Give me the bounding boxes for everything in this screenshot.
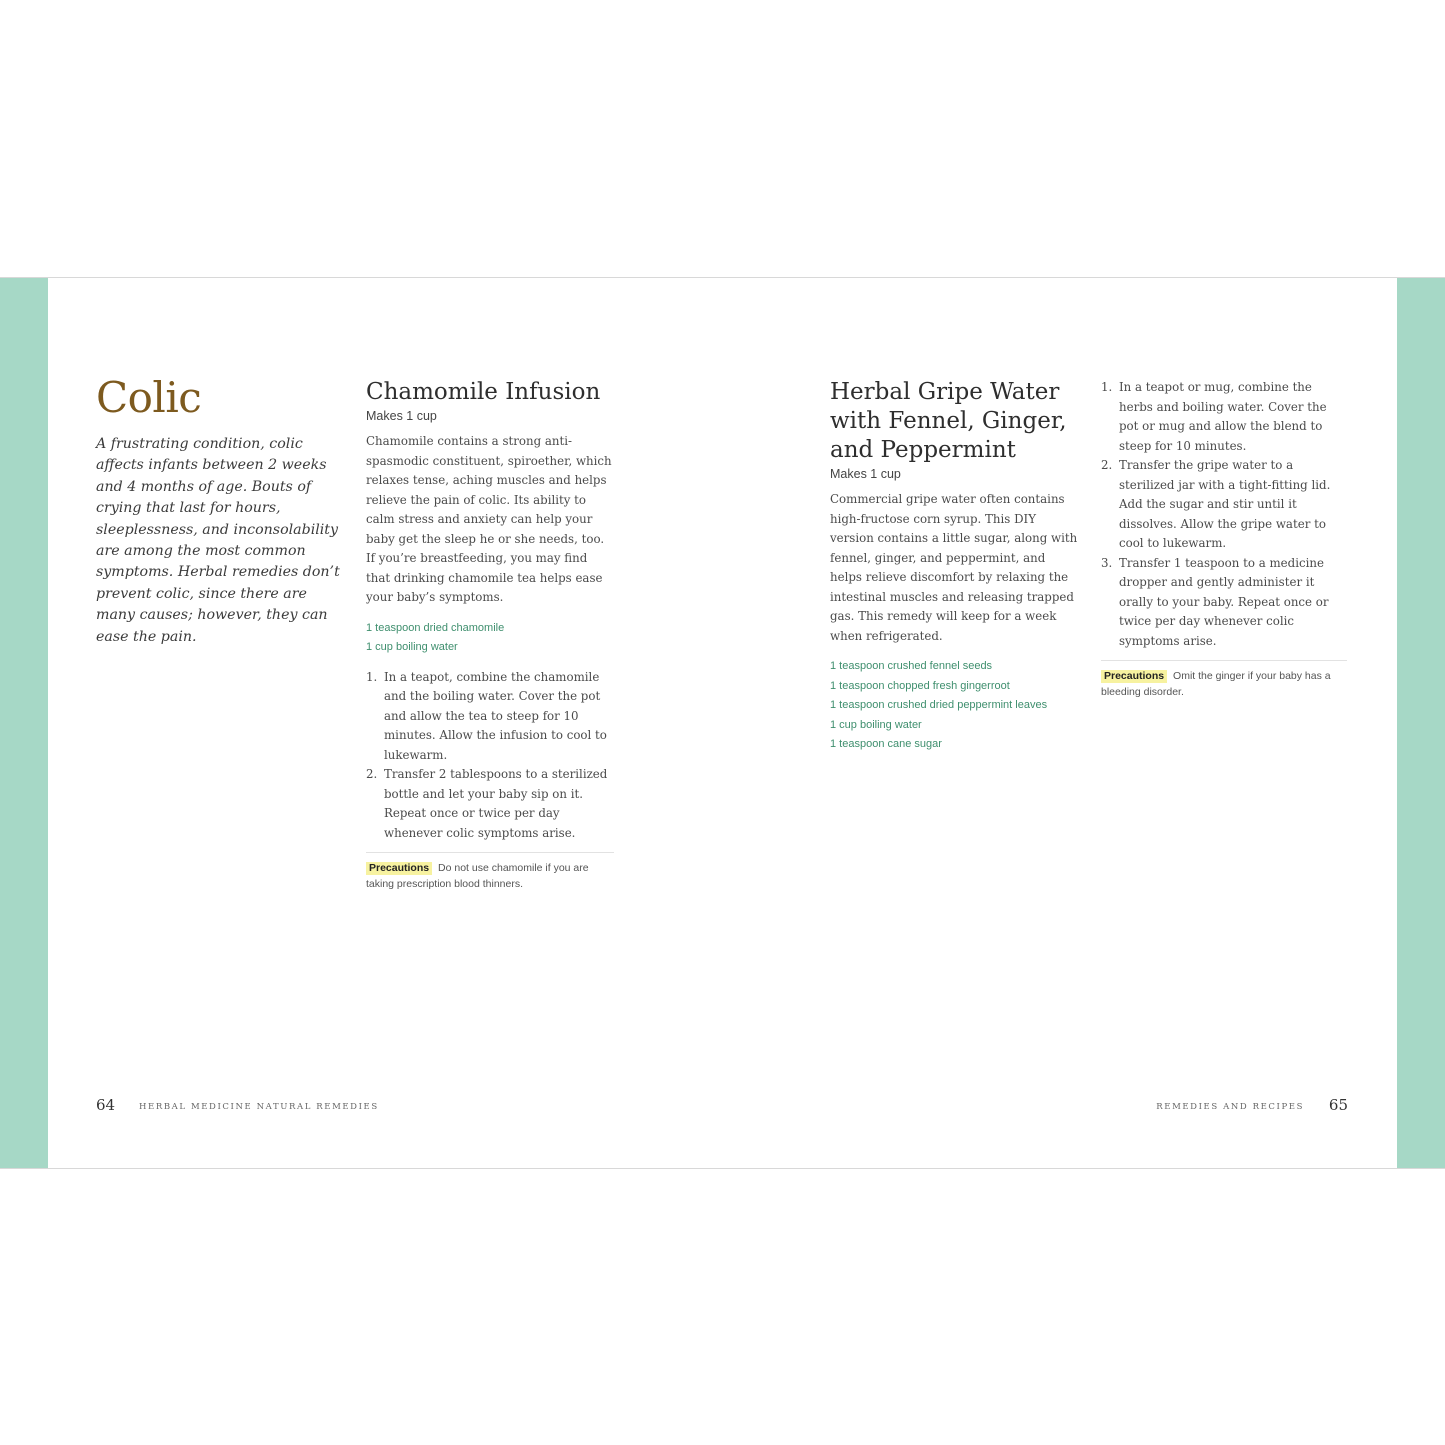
ingredient-item: 1 teaspoon cane sugar: [830, 738, 942, 750]
recipe-description: Commercial gripe water often contains high-fructose corn syrup. This DIY version contains a little sugar, along with fennel, ginger, and peppermint, and helps relieve discomfort by relaxing the intestinal muscles and releasing trapped gas. This remedy will keep for a week when refrigerated.: [830, 492, 1078, 643]
ingredient-item: 1 teaspoon crushed fennel seeds: [830, 660, 993, 672]
step-text: In a teapot, combine the chamomile and the boiling water. Cover the pot and allow the tea to steep for 10 minutes. Allow the infusion to cool to lukewarm.: [384, 669, 607, 762]
ingredient-list: [830, 657, 1080, 755]
ingredient-item: 1 teaspoon chopped fresh gingerroot: [830, 679, 1010, 692]
recipe-title: Herbal Gripe Water with Fennel, Ginger, and Peppermint: [830, 379, 1067, 463]
precaution-text: Do not use chamomile if you are taking prescription blood thinners.: [366, 862, 589, 890]
page-number-right: 65: [1328, 1096, 1348, 1114]
recipe-yield: Makes 1 cup: [366, 409, 437, 423]
step-list: [366, 668, 614, 844]
ingredient-list: [366, 619, 614, 658]
step-text: Transfer 1 teaspoon to a medicine dropper and gently administer it orally to your baby. Repeat once or twice per day whenever colic symptoms arise.: [1119, 555, 1329, 648]
book-spread: [0, 277, 1445, 1169]
recipe-chamomile: [366, 378, 614, 892]
precaution-text: Omit the ginger if your baby has a bleeding disorder.: [1101, 670, 1331, 698]
precaution-note: [366, 852, 614, 892]
left-color-band: [0, 278, 48, 1168]
ingredient-item: 1 cup boiling water: [830, 718, 922, 731]
step-number: 1.: [1101, 380, 1113, 394]
chapter-title: Colic: [96, 373, 202, 422]
step-item: [1101, 554, 1347, 652]
step-item: [366, 668, 614, 766]
step-item: [366, 765, 614, 843]
recipe-yield: Makes 1 cup: [830, 467, 901, 481]
chapter-intro: A frustrating condition, colic affects infants between 2 weeks and 4 months of age. Bouts of crying that last for hours, sleeplessness, and inconsolability are among the most common symptoms. Herbal remedies don’t prevent colic, since there are many causes; however, they can ease the pain.: [96, 436, 340, 645]
running-head-right: REMEDIES AND RECIPES: [1156, 1102, 1304, 1112]
recipe-gripe-water: [830, 378, 1080, 765]
step-number: 2.: [366, 767, 378, 781]
step-number: 3.: [1101, 555, 1113, 570]
step-text: Transfer the gripe water to a sterilized jar with a tight-fitting lid. Add the sugar and stir until it dissolves. Allow the gripe water to cool to lukewarm.: [1119, 458, 1331, 550]
precaution-note: [1101, 660, 1347, 700]
ingredient-item: 1 teaspoon crushed dried peppermint leaves: [830, 699, 1048, 711]
step-item: [1101, 378, 1347, 456]
step-number: 1.: [366, 669, 378, 684]
precaution-label: Precautions: [1101, 670, 1167, 683]
recipe-description: Chamomile contains a strong anti-spasmodic constituent, spiroether, which relaxes tense, aching muscles and helps relieve the pain of colic. Its ability to calm stress and anxiety can help your baby get the sleep he or she needs, too. If you’re breastfeeding, you may find that drinking chamomile tea helps ease your baby’s symptoms.: [366, 434, 612, 604]
step-item: [1101, 456, 1347, 554]
right-color-band: [1397, 278, 1445, 1168]
running-head-left: HERBAL MEDICINE NATURAL REMEDIES: [139, 1102, 379, 1112]
step-text: In a teapot or mug, combine the herbs and boiling water. Cover the pot or mug and allow the blend to steep for 10 minutes.: [1119, 380, 1327, 453]
step-number: 2.: [1101, 458, 1113, 472]
ingredient-item: 1 teaspoon dried chamomile: [366, 621, 505, 634]
recipe-title: Chamomile Infusion: [366, 379, 601, 405]
step-list: [1101, 378, 1347, 651]
page-number-left: 64: [96, 1096, 116, 1114]
recipe-gripe-water-steps: [1101, 378, 1347, 700]
precaution-label: Precautions: [366, 862, 432, 875]
step-text: Transfer 2 tablespoons to a sterilized bottle and let your baby sip on it. Repeat once or twice per day whenever colic symptoms arise.: [384, 767, 608, 840]
ingredient-item: 1 cup boiling water: [366, 641, 458, 653]
